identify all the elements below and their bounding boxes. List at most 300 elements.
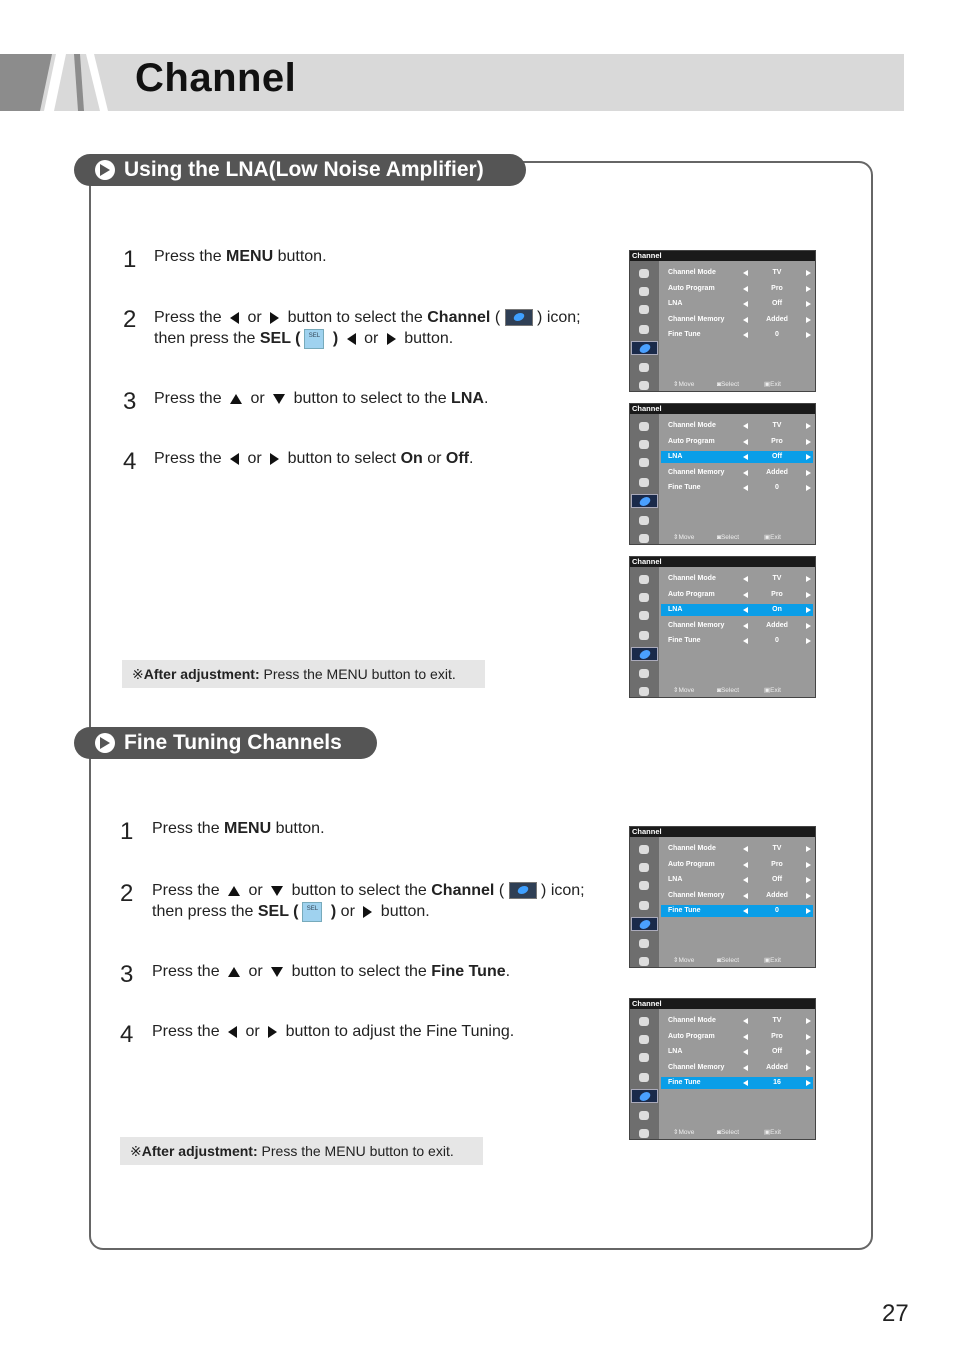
step-number: 4 [123,448,137,475]
channel-menu-icon [631,917,658,931]
step-number: 2 [120,880,134,907]
osd-row-label: Channel Mode [668,269,716,276]
channel-keyword: Channel [431,882,495,899]
text: . [505,963,511,980]
select-hint: ◙ Select [717,534,740,541]
step-text [154,448,473,469]
osd-footer [661,380,813,390]
menu-category-icon [635,285,653,299]
osd-row-value: TV [772,845,782,852]
menu-category-icon [635,420,653,434]
right-arrow-icon [806,893,811,899]
fine-tune-keyword: Fine Tune [431,963,506,980]
osd-row-value: Added [766,891,788,899]
left-arrow-icon [743,908,748,914]
text: ) icon; [532,309,581,326]
osd-menu-row [661,1077,813,1089]
text: or [244,882,268,899]
osd-row-value: 0 [775,907,779,914]
text: button to select the [287,882,432,899]
text: or [359,330,383,347]
menu-category-icon [635,267,653,281]
up-arrow-icon [230,394,242,404]
text: ( [494,882,509,899]
osd-row-value: Pro [771,437,783,445]
exit-hint: ▣ Exit [764,381,781,388]
osd-menu-row [661,1031,813,1043]
menu-category-icon [635,591,653,605]
channel-icon [509,882,537,899]
osd-menu-row [661,283,813,295]
after-adjustment-note [122,660,485,688]
move-hint: ⇕ Move [673,534,695,541]
text: Press the [154,309,227,326]
exit-label: Exit [770,687,781,694]
sel-button-icon [302,902,322,922]
text: button. [271,820,325,837]
note-text: Press the MENU button to exit. [257,1143,454,1159]
osd-row-label: Auto Program [668,437,715,445]
osd-menu-row [661,635,813,647]
right-arrow-icon [806,439,811,445]
text: or [243,309,267,326]
move-label: Move [678,381,695,388]
osd-row-label: Fine Tune [668,637,701,644]
sel-keyword: SEL ( [257,903,299,920]
menu-category-icon [635,476,653,490]
osd-menu-row [661,1062,813,1074]
menu-category-icon [635,843,653,857]
osd-menu-row [661,843,813,855]
osd-row-value: Pro [771,590,783,598]
move-label: Move [678,1129,695,1136]
right-arrow-icon [806,286,811,292]
osd-row-value: TV [772,575,782,582]
osd-footer [661,1128,813,1138]
left-arrow-icon [743,332,748,338]
osd-row-value: Pro [771,284,783,292]
osd-row-value: On [772,606,782,613]
step-text [154,246,327,267]
osd-row-value: TV [772,422,782,429]
text: then press the [152,903,258,920]
text: Press the [154,450,227,467]
osd-menu-row [661,573,813,585]
right-arrow-icon [806,638,811,644]
osd-row-value: Off [771,453,783,460]
osd-row-label: Auto Program [668,590,715,598]
right-arrow-icon [806,1018,811,1024]
channel-menu-icon [631,647,658,661]
text: Press the [152,820,225,837]
step-text [152,1021,514,1042]
page-title: Channel [135,56,297,100]
osd-row-value: 16 [773,1079,781,1086]
right-arrow-icon [806,576,811,582]
menu-keyword: MENU [226,248,274,265]
text: ( [490,309,505,326]
right-arrow-icon [806,454,811,460]
right-arrow-icon [806,423,811,429]
menu-category-icon [635,899,653,913]
osd-menu-row [661,436,813,448]
channel-menu-icon [631,1089,658,1103]
section-heading-fine-tuning [74,727,377,759]
menu-category-icon [635,456,653,470]
text: ) icon; [536,882,585,899]
up-arrow-icon [228,967,240,977]
osd-row-value: Added [766,468,788,476]
osd-menu-row [661,467,813,479]
menu-category-icon [635,629,653,643]
on-keyword: On [400,450,423,467]
osd-menu-row [661,420,813,432]
left-arrow-icon [743,1018,748,1024]
osd-row-label: LNA [668,606,683,613]
osd-menu-row [661,890,813,902]
menu-category-icon [635,438,653,452]
menu-category-icon [635,685,653,699]
osd-sidebar [630,261,659,391]
menu-category-icon [635,532,653,546]
exit-hint: ▣ Exit [764,534,781,541]
osd-row-value: Off [771,1048,783,1055]
exit-hint: ▣ Exit [764,957,781,964]
osd-row-label: Fine Tune [668,331,701,338]
osd-row-label: LNA [668,453,683,460]
text: then press the [154,330,260,347]
left-arrow-icon [743,592,748,598]
osd-menu-row [661,905,813,917]
exit-label: Exit [770,1129,781,1136]
left-arrow-icon [230,453,239,465]
right-arrow-icon [806,317,811,323]
sel-icon-label: SEL [306,905,319,912]
select-label: Select [720,1129,740,1136]
osd-footer [661,956,813,966]
select-hint: ◙ Select [717,687,740,694]
menu-category-icon [635,1109,653,1123]
text: button to select to the [289,390,452,407]
text: or [244,963,268,980]
step-number: 3 [120,961,134,988]
osd-title: Channel [630,557,815,567]
left-arrow-icon [743,301,748,307]
osd-row-value: Added [766,621,788,629]
right-arrow-icon [363,906,372,918]
channel-icon [505,309,533,326]
text: or [336,903,360,920]
down-arrow-icon [273,394,285,404]
osd-menu-row [661,267,813,279]
move-hint: ⇕ Move [673,1129,695,1136]
page-number: 27 [882,1300,909,1327]
section-heading-text: Using the LNA(Low Noise Amplifier) [124,158,484,181]
osd-footer [661,533,813,543]
right-arrow-icon [806,1034,811,1040]
osd-channel-menu [629,826,816,968]
osd-sidebar [630,1009,659,1139]
select-label: Select [720,687,740,694]
text: Press the [154,248,227,265]
right-arrow-icon [270,453,279,465]
select-label: Select [720,534,740,541]
osd-title: Channel [630,251,815,261]
left-arrow-icon [743,1034,748,1040]
text: Press the [152,1023,225,1040]
right-arrow-icon [806,607,811,613]
osd-row-label: Channel Memory [668,621,725,629]
osd-menu-row [661,620,813,632]
osd-row-label: Fine Tune [668,907,701,914]
sel-icon-label: SEL [308,332,321,339]
osd-row-value: Added [766,315,788,323]
osd-menu-row [661,604,813,616]
note-symbol: ※ [132,666,144,682]
left-arrow-icon [743,286,748,292]
menu-category-icon [635,514,653,528]
right-arrow-icon [806,1065,811,1071]
left-arrow-icon [743,1065,748,1071]
left-arrow-icon [743,1080,748,1086]
osd-channel-menu [629,250,816,392]
left-arrow-icon [743,470,748,476]
menu-category-icon [635,1051,653,1065]
left-arrow-icon [743,623,748,629]
right-arrow-icon [806,623,811,629]
menu-category-icon [635,1015,653,1029]
osd-menu-row [661,859,813,871]
osd-sidebar [630,414,659,544]
step-text [154,388,488,409]
menu-category-icon [635,573,653,587]
channel-menu-icon [631,341,658,355]
left-arrow-icon [743,576,748,582]
right-arrow-icon [806,270,811,276]
arrow-circle-icon [95,160,115,180]
right-arrow-icon [806,846,811,852]
text: ) [328,330,339,347]
osd-row-label: Auto Program [668,284,715,292]
osd-row-label: Channel Mode [668,575,716,582]
text: . [469,450,474,467]
osd-row-label: Channel Memory [668,468,725,476]
osd-row-label: Fine Tune [668,484,701,491]
text: ) [326,903,337,920]
text: or [246,390,270,407]
left-arrow-icon [743,423,748,429]
right-arrow-icon [806,485,811,491]
osd-menu-row [661,314,813,326]
text: button. [376,903,430,920]
osd-row-label: Channel Mode [668,1017,716,1024]
left-arrow-icon [743,877,748,883]
left-arrow-icon [743,893,748,899]
right-arrow-icon [806,862,811,868]
right-arrow-icon [806,470,811,476]
osd-sidebar [630,567,659,697]
down-arrow-icon [271,886,283,896]
left-arrow-icon [743,607,748,613]
menu-category-icon [635,303,653,317]
text: Press the [152,882,225,899]
menu-category-icon [635,379,653,393]
menu-category-icon [635,1033,653,1047]
step-number: 2 [123,306,137,333]
text: Press the [154,390,227,407]
osd-row-value: TV [772,269,782,276]
osd-menu-row [661,451,813,463]
step-text [152,818,325,839]
left-arrow-icon [743,862,748,868]
exit-label: Exit [770,957,781,964]
osd-menu-row [661,874,813,886]
left-arrow-icon [347,333,356,345]
osd-row-label: Channel Mode [668,845,716,852]
exit-hint: ▣ Exit [764,687,781,694]
exit-label: Exit [770,534,781,541]
osd-channel-menu [629,556,816,698]
exit-label: Exit [770,381,781,388]
text: Press the [152,963,225,980]
osd-row-value: Added [766,1063,788,1071]
osd-row-label: Channel Memory [668,315,725,323]
osd-row-label: Channel Mode [668,422,716,429]
osd-row-label: Auto Program [668,1032,715,1040]
right-arrow-icon [806,908,811,914]
menu-category-icon [635,1127,653,1141]
off-keyword: Off [445,450,470,467]
osd-title: Channel [630,404,815,414]
osd-row-value: Off [771,876,783,883]
right-arrow-icon [806,301,811,307]
osd-row-value: 0 [775,637,779,644]
sel-button-icon [304,329,324,349]
sel-keyword: SEL ( [259,330,301,347]
move-label: Move [678,687,695,694]
left-arrow-icon [743,846,748,852]
osd-channel-menu [629,998,816,1140]
left-arrow-icon [743,270,748,276]
osd-channel-menu [629,403,816,545]
text: button. [399,330,454,347]
text: or [241,1023,265,1040]
step-number: 1 [120,818,134,845]
move-hint: ⇕ Move [673,381,695,388]
right-arrow-icon [270,312,279,324]
note-symbol: ※ [130,1143,142,1159]
channel-keyword: Channel [427,309,491,326]
osd-footer [661,686,813,696]
step-text [154,307,581,349]
osd-sidebar [630,837,659,967]
osd-row-label: LNA [668,876,683,883]
right-arrow-icon [268,1026,277,1038]
osd-row-label: Auto Program [668,860,715,868]
right-arrow-icon [806,592,811,598]
text: or [422,450,446,467]
osd-menu-row [661,329,813,341]
osd-row-label: Channel Memory [668,1063,725,1071]
select-hint: ◙ Select [717,957,740,964]
menu-category-icon [635,609,653,623]
menu-category-icon [635,955,653,969]
move-hint: ⇕ Move [673,957,695,964]
left-arrow-icon [743,454,748,460]
note-label: After adjustment: [143,666,260,682]
select-hint: ◙ Select [717,381,740,388]
text: button to select the [283,309,428,326]
osd-title: Channel [630,827,815,837]
osd-row-label: LNA [668,1048,683,1055]
text: or [243,450,267,467]
step-number: 4 [120,1021,134,1048]
text: . [483,390,489,407]
osd-row-value: Off [771,300,783,307]
right-arrow-icon [806,332,811,338]
text: button to select the [287,963,432,980]
left-arrow-icon [743,1049,748,1055]
text: button to select [283,450,401,467]
step-number: 1 [123,246,137,273]
right-arrow-icon [387,333,396,345]
osd-menu-row [661,1015,813,1027]
text: button. [273,248,327,265]
move-label: Move [678,957,695,964]
menu-keyword: MENU [224,820,272,837]
right-arrow-icon [806,1049,811,1055]
osd-row-value: Pro [771,860,783,868]
left-arrow-icon [228,1026,237,1038]
menu-category-icon [635,361,653,375]
left-arrow-icon [743,485,748,491]
left-arrow-icon [743,317,748,323]
down-arrow-icon [271,967,283,977]
step-text [152,880,585,922]
menu-category-icon [635,667,653,681]
exit-hint: ▣ Exit [764,1129,781,1136]
osd-row-value: TV [772,1017,782,1024]
osd-row-label: Fine Tune [668,1079,701,1086]
channel-menu-icon [631,494,658,508]
menu-category-icon [635,1071,653,1085]
step-number: 3 [123,388,137,415]
select-label: Select [720,381,740,388]
lna-keyword: LNA [451,390,484,407]
move-hint: ⇕ Move [673,687,695,694]
note-label: After adjustment: [141,1143,258,1159]
header-stripe-decoration [0,54,130,111]
step-text [152,961,510,982]
select-label: Select [720,957,740,964]
menu-category-icon [635,323,653,337]
menu-category-icon [635,879,653,893]
right-arrow-icon [806,1080,811,1086]
section-heading-text: Fine Tuning Channels [124,731,342,754]
select-hint: ◙ Select [717,1129,740,1136]
menu-category-icon [635,937,653,951]
after-adjustment-note [120,1137,483,1165]
right-arrow-icon [806,877,811,883]
section-heading-lna [74,154,526,186]
osd-row-value: 0 [775,484,779,491]
osd-menu-row [661,482,813,494]
osd-row-label: Channel Memory [668,891,725,899]
note-text: Press the MENU button to exit. [259,666,456,682]
text: button to adjust the Fine Tuning. [281,1023,515,1040]
osd-row-value: 0 [775,331,779,338]
osd-menu-row [661,589,813,601]
